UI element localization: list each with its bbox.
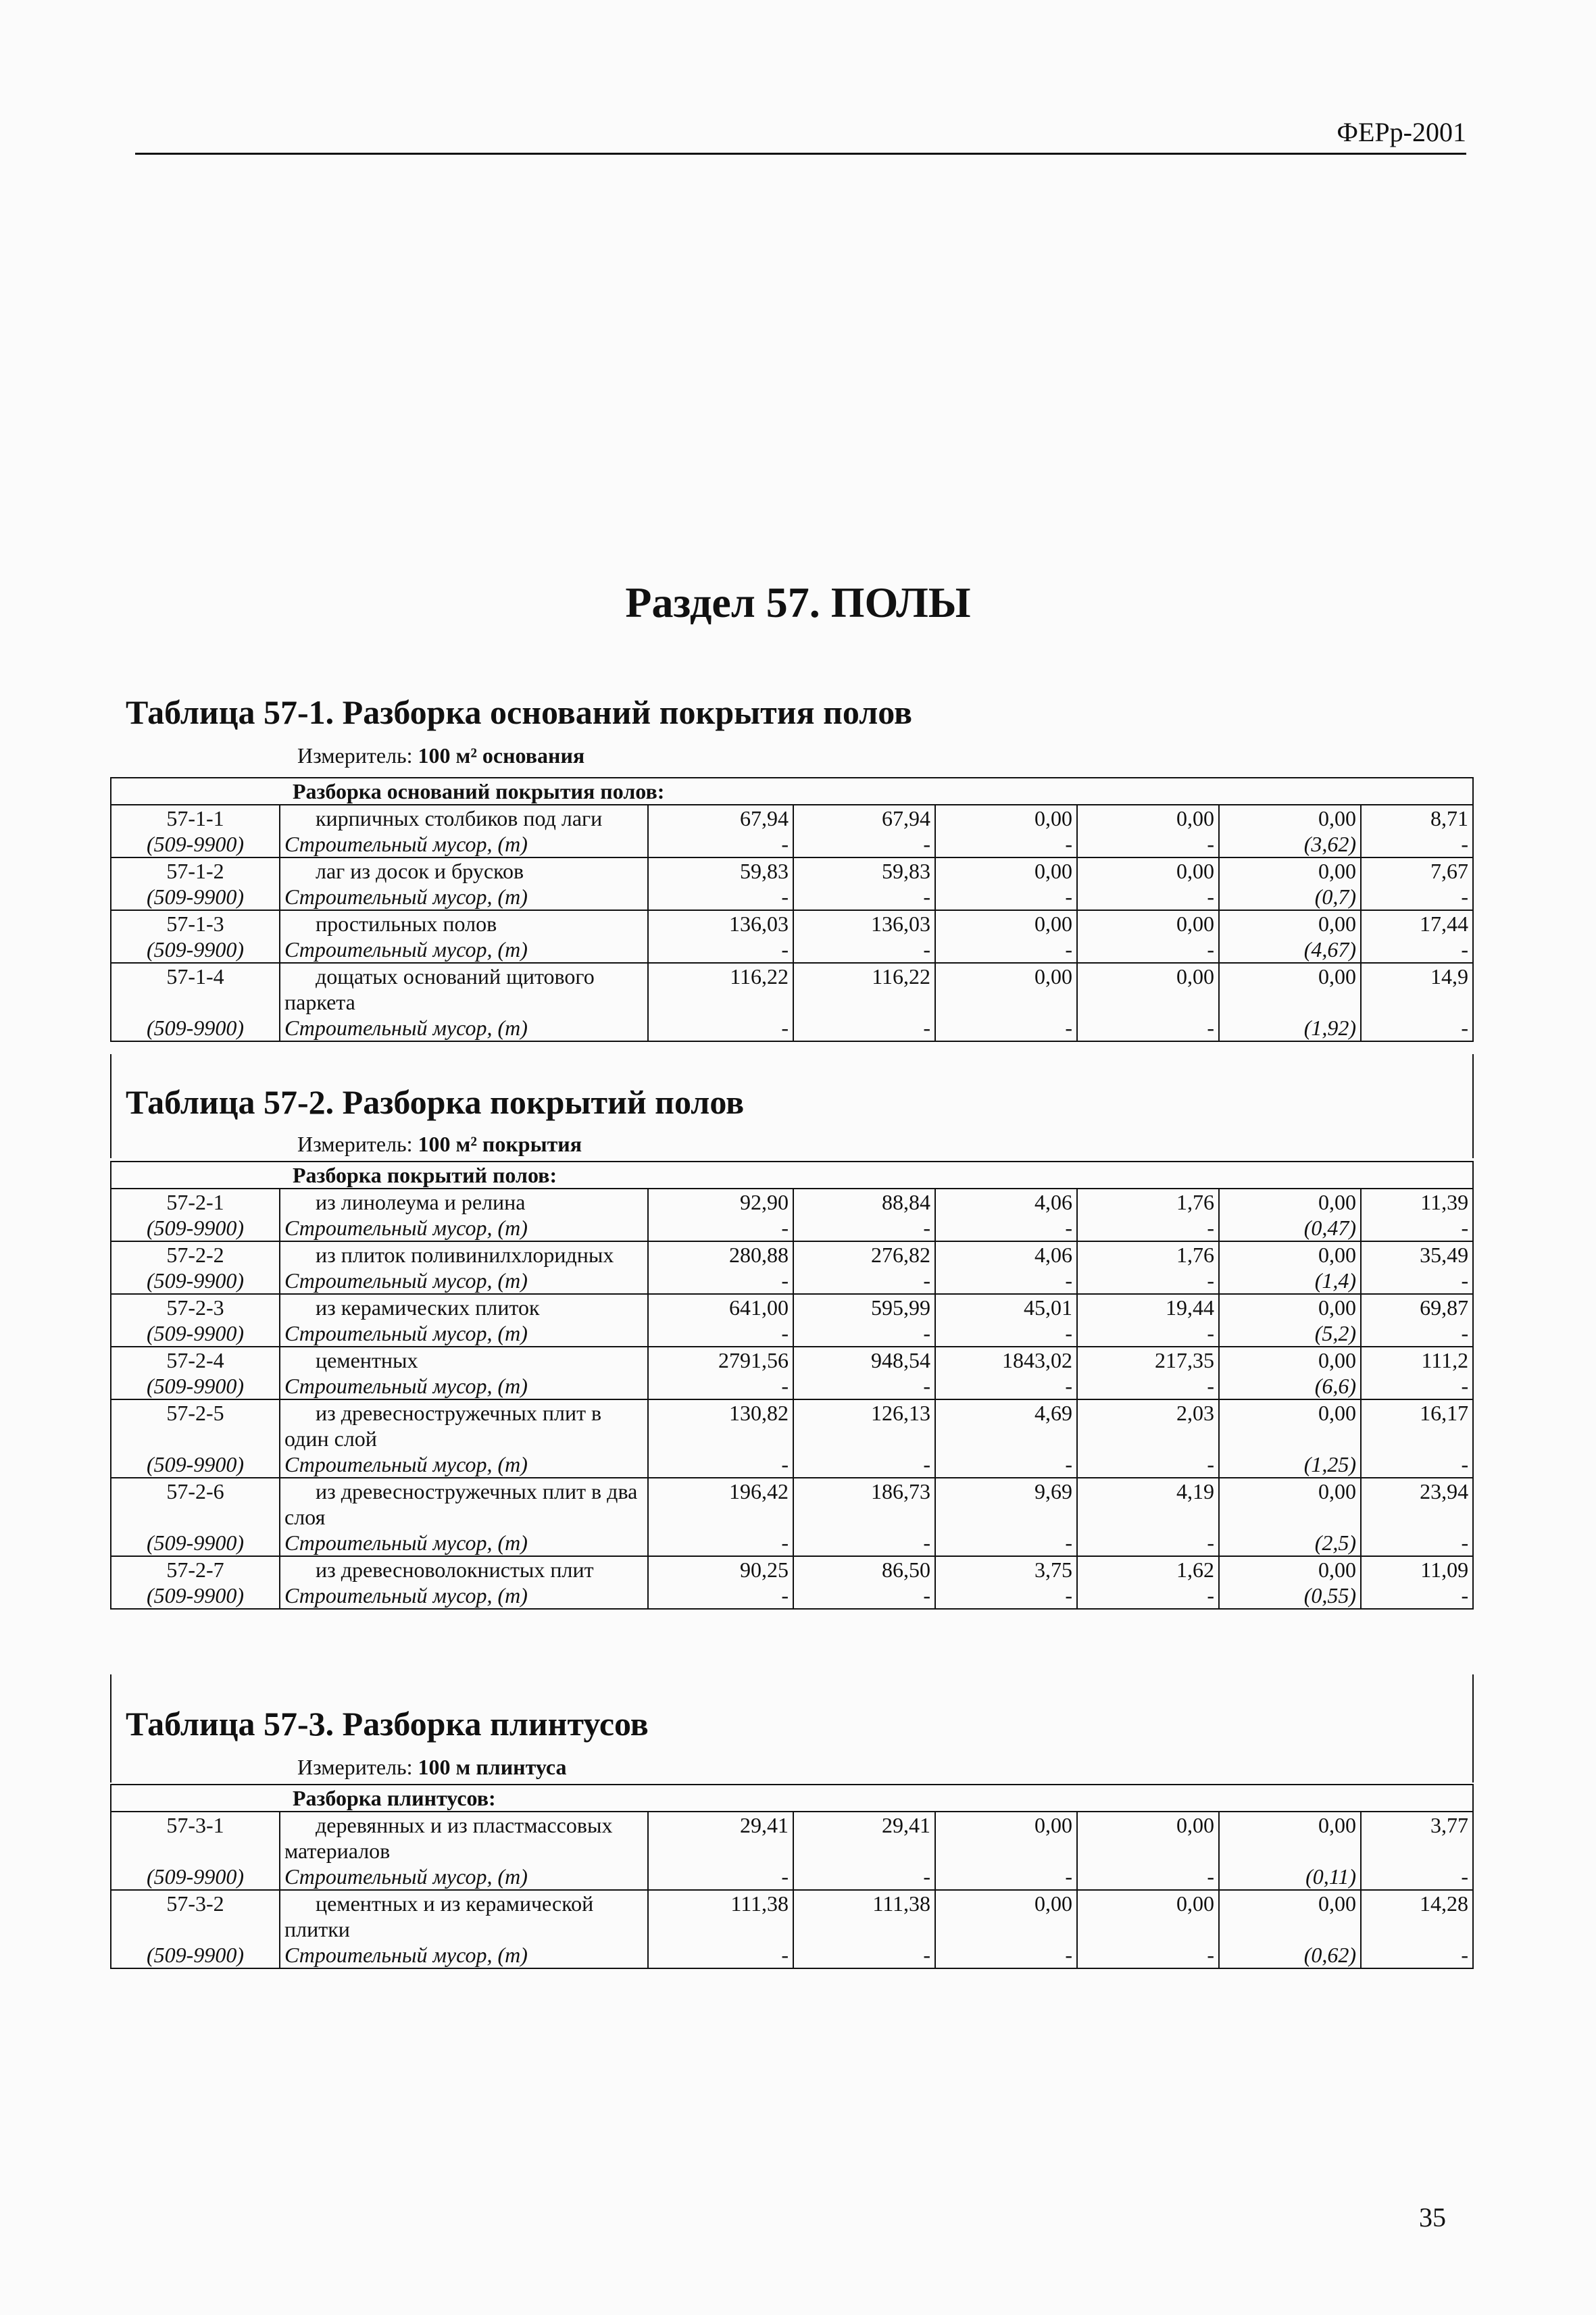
- table-subrow: [111, 1215, 1473, 1241]
- unit-prefix: Измеритель:: [297, 1132, 413, 1156]
- resource-value-s1: -: [648, 884, 793, 910]
- resource-value-s3: -: [935, 937, 1077, 963]
- row-value-v2: 136,03: [793, 910, 935, 937]
- table-subrow: [111, 1268, 1473, 1294]
- row-code: 57-1-3: [111, 910, 280, 937]
- row-value-v2: 59,83: [793, 857, 935, 884]
- resource-value-s3: -: [935, 831, 1077, 857]
- resource-description: Строительный мусор, (т): [280, 884, 648, 910]
- resource-value-s2: -: [793, 1530, 935, 1556]
- resource-value-s1: -: [648, 1530, 793, 1556]
- table-heading-57-2: Таблица 57-2. Разборка покрытий полов: [126, 1083, 745, 1121]
- row-value-v1: 92,90: [648, 1189, 793, 1215]
- table-unit-57-1: [297, 743, 584, 768]
- row-value-v6: 35,49: [1361, 1241, 1473, 1268]
- table-subrow: [111, 1373, 1473, 1399]
- row-value-v1: 196,42: [648, 1478, 793, 1530]
- row-value-v5: 0,00: [1219, 1478, 1361, 1530]
- row-code: 57-2-5: [111, 1399, 280, 1451]
- resource-value-s6: -: [1361, 1320, 1473, 1347]
- row-value-v2: 88,84: [793, 1189, 935, 1215]
- resource-value-s1: -: [648, 1942, 793, 1968]
- table-unit-57-2: [297, 1132, 582, 1157]
- page-number: 35: [1419, 2202, 1446, 2233]
- row-code: 57-3-1: [111, 1812, 280, 1864]
- resource-value-s1: -: [648, 937, 793, 963]
- table-row: [111, 1890, 1473, 1942]
- row-value-v2: 276,82: [793, 1241, 935, 1268]
- resource-value-s6: -: [1361, 1583, 1473, 1609]
- resource-value-s5: (4,67): [1219, 937, 1361, 963]
- row-value-v6: 11,09: [1361, 1556, 1473, 1583]
- resource-value-s2: -: [793, 1373, 935, 1399]
- row-description: [280, 1890, 648, 1942]
- row-value-v4: 2,03: [1077, 1399, 1219, 1451]
- resource-value-s2: -: [793, 1451, 935, 1478]
- row-value-v1: 641,00: [648, 1294, 793, 1320]
- row-description: [280, 1399, 648, 1451]
- resource-value-s5: (0,47): [1219, 1215, 1361, 1241]
- row-value-v5: 0,00: [1219, 910, 1361, 937]
- table-unit-57-3: [297, 1755, 566, 1780]
- table-57-1: [110, 777, 1474, 1042]
- row-description: [280, 910, 648, 937]
- row-value-v6: 14,28: [1361, 1890, 1473, 1942]
- resource-value-s5: (1,92): [1219, 1015, 1361, 1041]
- unit-prefix: Измеритель:: [297, 1755, 413, 1779]
- resource-description: Строительный мусор, (т): [280, 1451, 648, 1478]
- resource-value-s4: -: [1077, 1268, 1219, 1294]
- unit-value: 100 м² основания: [418, 743, 585, 768]
- unit-value: 100 м плинтуса: [418, 1755, 567, 1779]
- resource-value-s1: -: [648, 1320, 793, 1347]
- resource-value-s4: -: [1077, 1583, 1219, 1609]
- resource-description: Строительный мусор, (т): [280, 1583, 648, 1609]
- row-value-v1: 130,82: [648, 1399, 793, 1451]
- resource-value-s3: -: [935, 1373, 1077, 1399]
- table-row: [111, 1189, 1473, 1215]
- row-description: [280, 857, 648, 884]
- resource-value-s2: -: [793, 884, 935, 910]
- resource-description: Строительный мусор, (т): [280, 1530, 648, 1556]
- row-description: [280, 1812, 648, 1864]
- resource-code: (509-9900): [111, 1268, 280, 1294]
- row-value-v6: 111,2: [1361, 1347, 1473, 1373]
- row-description-text: деревянных и из пластмассовых материалов: [284, 1813, 613, 1863]
- resource-value-s3: -: [935, 884, 1077, 910]
- resource-value-s4: -: [1077, 1215, 1219, 1241]
- row-value-v4: 0,00: [1077, 1812, 1219, 1864]
- resource-description: Строительный мусор, (т): [280, 1864, 648, 1890]
- group-title: Разборка плинтусов:: [111, 1785, 1473, 1812]
- table-subrow: [111, 831, 1473, 857]
- row-description: [280, 1347, 648, 1373]
- row-value-v6: 69,87: [1361, 1294, 1473, 1320]
- resource-value-s3: -: [935, 1942, 1077, 1968]
- row-value-v3: 1843,02: [935, 1347, 1077, 1373]
- resource-value-s4: -: [1077, 1373, 1219, 1399]
- resource-value-s5: (5,2): [1219, 1320, 1361, 1347]
- row-code: 57-1-2: [111, 857, 280, 884]
- resource-value-s2: -: [793, 1215, 935, 1241]
- table-subrow: [111, 1320, 1473, 1347]
- row-value-v2: 116,22: [793, 963, 935, 1015]
- row-value-v2: 126,13: [793, 1399, 935, 1451]
- resource-value-s2: -: [793, 937, 935, 963]
- resource-value-s2: -: [793, 1320, 935, 1347]
- resource-description: Строительный мусор, (т): [280, 1373, 648, 1399]
- table-row: [111, 963, 1473, 1015]
- resource-value-s2: -: [793, 1015, 935, 1041]
- row-code: 57-2-4: [111, 1347, 280, 1373]
- row-value-v1: 59,83: [648, 857, 793, 884]
- row-value-v1: 67,94: [648, 805, 793, 831]
- row-value-v1: 29,41: [648, 1812, 793, 1864]
- resource-value-s1: -: [648, 1451, 793, 1478]
- row-value-v6: 14,9: [1361, 963, 1473, 1015]
- row-value-v4: 0,00: [1077, 963, 1219, 1015]
- resource-value-s5: (0,55): [1219, 1583, 1361, 1609]
- row-code: 57-1-4: [111, 963, 280, 1015]
- table-subrow: [111, 937, 1473, 963]
- row-description-text: дощатых оснований щитового паркета: [284, 964, 595, 1014]
- resource-value-s3: -: [935, 1864, 1077, 1890]
- resource-code: (509-9900): [111, 1015, 280, 1041]
- resource-value-s5: (0,62): [1219, 1942, 1361, 1968]
- table-57-3: [110, 1784, 1474, 1969]
- resource-value-s3: -: [935, 1451, 1077, 1478]
- row-code: 57-2-1: [111, 1189, 280, 1215]
- table-subrow: [111, 1942, 1473, 1968]
- resource-value-s6: -: [1361, 884, 1473, 910]
- resource-code: (509-9900): [111, 884, 280, 910]
- resource-value-s5: (2,5): [1219, 1530, 1361, 1556]
- row-description-text: цементных: [316, 1348, 418, 1372]
- resource-code: (509-9900): [111, 1942, 280, 1968]
- table-57-2: [110, 1161, 1474, 1610]
- table-row: [111, 1399, 1473, 1451]
- row-value-v5: 0,00: [1219, 1241, 1361, 1268]
- row-value-v6: 17,44: [1361, 910, 1473, 937]
- resource-value-s5: (1,25): [1219, 1451, 1361, 1478]
- row-value-v4: 0,00: [1077, 1890, 1219, 1942]
- table-subrow: [111, 1864, 1473, 1890]
- resource-value-s2: -: [793, 1864, 935, 1890]
- row-value-v4: 1,76: [1077, 1189, 1219, 1215]
- row-description-text: из древесностружечных плит в один слой: [284, 1401, 602, 1451]
- row-value-v5: 0,00: [1219, 1812, 1361, 1864]
- row-value-v3: 0,00: [935, 1812, 1077, 1864]
- resource-code: (509-9900): [111, 937, 280, 963]
- row-description: [280, 1556, 648, 1583]
- row-value-v3: 0,00: [935, 963, 1077, 1015]
- table-row: [111, 805, 1473, 831]
- resource-value-s1: -: [648, 831, 793, 857]
- row-value-v6: 8,71: [1361, 805, 1473, 831]
- row-value-v3: 0,00: [935, 910, 1077, 937]
- resource-description: Строительный мусор, (т): [280, 1268, 648, 1294]
- row-description: [280, 1241, 648, 1268]
- resource-value-s1: -: [648, 1015, 793, 1041]
- row-value-v6: 3,77: [1361, 1812, 1473, 1864]
- resource-description: Строительный мусор, (т): [280, 1942, 648, 1968]
- row-value-v3: 9,69: [935, 1478, 1077, 1530]
- row-value-v3: 4,69: [935, 1399, 1077, 1451]
- resource-value-s6: -: [1361, 1451, 1473, 1478]
- resource-value-s5: (0,7): [1219, 884, 1361, 910]
- row-value-v5: 0,00: [1219, 1890, 1361, 1942]
- table-subrow: [111, 1583, 1473, 1609]
- row-value-v5: 0,00: [1219, 1294, 1361, 1320]
- row-value-v6: 16,17: [1361, 1399, 1473, 1451]
- unit-value: 100 м² покрытия: [418, 1132, 582, 1156]
- table-heading-57-3: Таблица 57-3. Разборка плинтусов: [126, 1705, 649, 1743]
- row-code: 57-2-2: [111, 1241, 280, 1268]
- resource-value-s4: -: [1077, 1942, 1219, 1968]
- resource-value-s2: -: [793, 831, 935, 857]
- row-value-v4: 4,19: [1077, 1478, 1219, 1530]
- row-value-v5: 0,00: [1219, 805, 1361, 831]
- resource-value-s3: -: [935, 1215, 1077, 1241]
- row-code: 57-2-6: [111, 1478, 280, 1530]
- table-row: [111, 1478, 1473, 1530]
- resource-value-s4: -: [1077, 884, 1219, 910]
- resource-code: (509-9900): [111, 1530, 280, 1556]
- row-description: [280, 1294, 648, 1320]
- resource-value-s2: -: [793, 1942, 935, 1968]
- resource-value-s4: -: [1077, 1530, 1219, 1556]
- row-value-v3: 45,01: [935, 1294, 1077, 1320]
- resource-value-s6: -: [1361, 937, 1473, 963]
- resource-description: Строительный мусор, (т): [280, 1215, 648, 1241]
- row-value-v1: 111,38: [648, 1890, 793, 1942]
- row-value-v1: 116,22: [648, 963, 793, 1015]
- row-description-text: из плиток поливинилхлоридных: [316, 1243, 614, 1267]
- resource-value-s2: -: [793, 1583, 935, 1609]
- resource-value-s3: -: [935, 1015, 1077, 1041]
- row-value-v6: 7,67: [1361, 857, 1473, 884]
- group-title: Разборка покрытий полов:: [111, 1162, 1473, 1189]
- resource-value-s2: -: [793, 1268, 935, 1294]
- row-description: [280, 805, 648, 831]
- document-code: ФЕРр-2001: [1337, 117, 1466, 147]
- row-value-v1: 136,03: [648, 910, 793, 937]
- resource-description: Строительный мусор, (т): [280, 831, 648, 857]
- resource-value-s3: -: [935, 1268, 1077, 1294]
- row-value-v2: 948,54: [793, 1347, 935, 1373]
- table-row: [111, 1294, 1473, 1320]
- row-value-v3: 3,75: [935, 1556, 1077, 1583]
- group-title: Разборка оснований покрытия полов:: [111, 778, 1473, 805]
- resource-value-s6: -: [1361, 1942, 1473, 1968]
- group-header-row: [111, 1785, 1473, 1812]
- resource-value-s1: -: [648, 1864, 793, 1890]
- row-value-v3: 0,00: [935, 805, 1077, 831]
- row-value-v4: 1,62: [1077, 1556, 1219, 1583]
- resource-code: (509-9900): [111, 1320, 280, 1347]
- row-description-text: цементных и из керамической плитки: [284, 1891, 594, 1941]
- resource-value-s6: -: [1361, 1373, 1473, 1399]
- table-row: [111, 1347, 1473, 1373]
- row-value-v2: 111,38: [793, 1890, 935, 1942]
- resource-value-s6: -: [1361, 1530, 1473, 1556]
- resource-value-s4: -: [1077, 1320, 1219, 1347]
- row-value-v5: 0,00: [1219, 1347, 1361, 1373]
- table-subrow: [111, 884, 1473, 910]
- row-description-text: кирпичных столбиков под лаги: [316, 806, 603, 830]
- row-description-text: из древесноволокнистых плит: [316, 1558, 594, 1582]
- resource-description: Строительный мусор, (т): [280, 937, 648, 963]
- resource-value-s6: -: [1361, 1268, 1473, 1294]
- group-header-row: [111, 778, 1473, 805]
- row-description-text: из керамических плиток: [316, 1295, 540, 1320]
- resource-value-s3: -: [935, 1320, 1077, 1347]
- resource-description: Строительный мусор, (т): [280, 1320, 648, 1347]
- resource-code: (509-9900): [111, 831, 280, 857]
- group-header-row: [111, 1162, 1473, 1189]
- row-value-v3: 4,06: [935, 1241, 1077, 1268]
- table-row: [111, 910, 1473, 937]
- row-value-v4: 0,00: [1077, 805, 1219, 831]
- resource-value-s4: -: [1077, 831, 1219, 857]
- row-value-v1: 2791,56: [648, 1347, 793, 1373]
- row-value-v3: 4,06: [935, 1189, 1077, 1215]
- row-value-v1: 90,25: [648, 1556, 793, 1583]
- table-row: [111, 1556, 1473, 1583]
- resource-value-s6: -: [1361, 831, 1473, 857]
- row-value-v3: 0,00: [935, 857, 1077, 884]
- resource-value-s4: -: [1077, 1864, 1219, 1890]
- table-row: [111, 1241, 1473, 1268]
- row-code: 57-1-1: [111, 805, 280, 831]
- table-row: [111, 857, 1473, 884]
- row-value-v2: 186,73: [793, 1478, 935, 1530]
- row-value-v2: 86,50: [793, 1556, 935, 1583]
- resource-code: (509-9900): [111, 1215, 280, 1241]
- row-value-v2: 595,99: [793, 1294, 935, 1320]
- row-value-v3: 0,00: [935, 1890, 1077, 1942]
- row-value-v6: 11,39: [1361, 1189, 1473, 1215]
- row-value-v4: 1,76: [1077, 1241, 1219, 1268]
- resource-description: Строительный мусор, (т): [280, 1015, 648, 1041]
- row-value-v2: 67,94: [793, 805, 935, 831]
- resource-value-s6: -: [1361, 1215, 1473, 1241]
- row-value-v2: 29,41: [793, 1812, 935, 1864]
- resource-code: (509-9900): [111, 1864, 280, 1890]
- resource-value-s4: -: [1077, 937, 1219, 963]
- row-value-v6: 23,94: [1361, 1478, 1473, 1530]
- row-value-v5: 0,00: [1219, 1556, 1361, 1583]
- row-value-v5: 0,00: [1219, 1189, 1361, 1215]
- table-row: [111, 1812, 1473, 1864]
- table-heading-57-1: Таблица 57-1. Разборка оснований покрытия полов: [126, 693, 913, 731]
- row-description: [280, 1478, 648, 1530]
- resource-value-s3: -: [935, 1530, 1077, 1556]
- row-value-v5: 0,00: [1219, 963, 1361, 1015]
- resource-value-s3: -: [935, 1583, 1077, 1609]
- row-value-v4: 0,00: [1077, 857, 1219, 884]
- row-description-text: простильных полов: [316, 912, 497, 936]
- section-title: Раздел 57. ПОЛЫ: [625, 578, 971, 626]
- row-description-text: из линолеума и релина: [316, 1190, 526, 1214]
- row-value-v1: 280,88: [648, 1241, 793, 1268]
- resource-value-s4: -: [1077, 1451, 1219, 1478]
- resource-code: (509-9900): [111, 1451, 280, 1478]
- row-description: [280, 1189, 648, 1215]
- row-value-v4: 19,44: [1077, 1294, 1219, 1320]
- table-subrow: [111, 1530, 1473, 1556]
- row-code: 57-2-7: [111, 1556, 280, 1583]
- resource-code: (509-9900): [111, 1373, 280, 1399]
- resource-code: (509-9900): [111, 1583, 280, 1609]
- unit-prefix: Измеритель:: [297, 743, 413, 768]
- row-code: 57-3-2: [111, 1890, 280, 1942]
- table-subrow: [111, 1451, 1473, 1478]
- resource-value-s1: -: [648, 1583, 793, 1609]
- resource-value-s5: (6,6): [1219, 1373, 1361, 1399]
- resource-value-s4: -: [1077, 1015, 1219, 1041]
- row-description-text: лаг из досок и брусков: [316, 859, 524, 883]
- resource-value-s5: (0,11): [1219, 1864, 1361, 1890]
- resource-value-s5: (1,4): [1219, 1268, 1361, 1294]
- table-subrow: [111, 1015, 1473, 1041]
- row-description: [280, 963, 648, 1015]
- resource-value-s1: -: [648, 1215, 793, 1241]
- row-description-text: из древесностружечных плит в два слоя: [284, 1479, 638, 1529]
- resource-value-s1: -: [648, 1268, 793, 1294]
- row-code: 57-2-3: [111, 1294, 280, 1320]
- row-value-v5: 0,00: [1219, 1399, 1361, 1451]
- document-code-header: [135, 115, 1466, 155]
- resource-value-s1: -: [648, 1373, 793, 1399]
- row-value-v5: 0,00: [1219, 857, 1361, 884]
- row-value-v4: 217,35: [1077, 1347, 1219, 1373]
- resource-value-s5: (3,62): [1219, 831, 1361, 857]
- row-value-v4: 0,00: [1077, 910, 1219, 937]
- resource-value-s6: -: [1361, 1015, 1473, 1041]
- resource-value-s6: -: [1361, 1864, 1473, 1890]
